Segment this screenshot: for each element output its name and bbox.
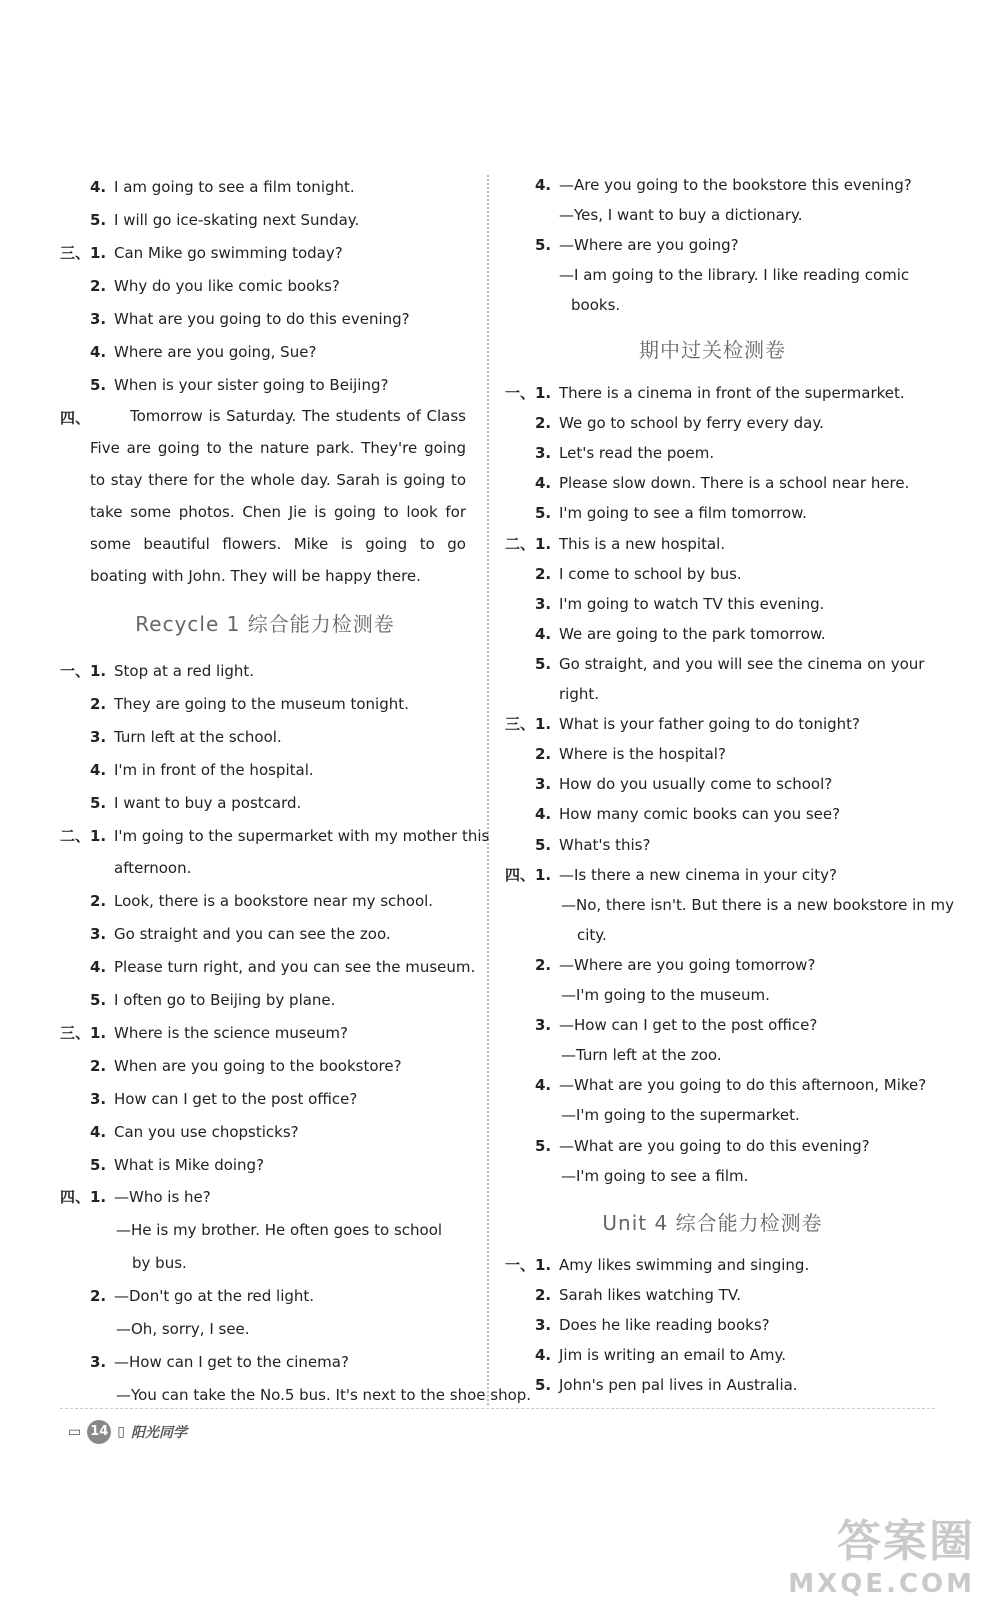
brand-logo: 阳光同学 [130, 1425, 187, 1441]
item-number: 3. [90, 1089, 107, 1108]
item-text: Stop at a red light. [114, 662, 255, 680]
item-number: 1. [90, 826, 107, 845]
item-text: by bus. [132, 1254, 187, 1273]
item-number: 1. [535, 384, 552, 402]
item-text: John's pen pal lives in Australia. [559, 1376, 798, 1395]
item-text: I come to school by bus. [559, 564, 742, 583]
item-text: Go straight, and you will see the cinema on your [559, 654, 925, 673]
item-text: They are going to the museum tonight. [114, 694, 409, 713]
item-number: 3. [90, 925, 107, 944]
item-text: —What are you going to do this evening? [559, 1136, 870, 1155]
item-text: —How can I get to the post office? [559, 1016, 818, 1035]
section-label: 三、 [60, 1023, 91, 1042]
item-text: —How can I get to the cinema? [114, 1352, 349, 1371]
section-label: 一、 [505, 1256, 536, 1274]
item-number: 2. [90, 1287, 107, 1306]
item-text: We are going to the park tomorrow. [559, 624, 826, 643]
item-number: 5. [535, 236, 552, 255]
item-text: —Who is he? [114, 1188, 211, 1207]
item-number: 5. [535, 504, 552, 523]
item-text: Let's read the poem. [559, 444, 715, 463]
item-text: Please turn right, and you can see the museum. [114, 958, 476, 977]
item-text: I often go to Beijing by plane. [114, 991, 336, 1009]
section-label: 四、 [505, 865, 536, 884]
section-label: 一、 [60, 662, 91, 680]
item-number: 2. [535, 1286, 552, 1305]
item-text: —Don't go at the red light. [114, 1287, 315, 1306]
item-number: 1. [535, 1256, 552, 1274]
item-text: —You can take the No.5 bus. It's next to the shoe shop. [116, 1385, 532, 1404]
section-label: 四、 [60, 409, 91, 427]
section-title: 期中过关检测卷 [639, 338, 786, 362]
item-text: What's this? [559, 835, 651, 854]
item-text: —He is my brother. He often goes to school [116, 1221, 443, 1240]
watermark: 答案圈 MXQE.COM [788, 1516, 975, 1599]
item-number: 3. [535, 1016, 552, 1035]
item-text: There is a cinema in front of the supermarket. [559, 384, 905, 402]
item-text: —What are you going to do this afternoon, Mike? [559, 1076, 927, 1095]
item-text: I'm going to see a film tomorrow. [559, 504, 807, 523]
item-number: 4. [535, 624, 552, 643]
page-number: 14 [87, 1420, 111, 1444]
section-label: 一、 [505, 384, 536, 402]
item-text: How many comic books can you see? [559, 805, 841, 824]
item-text: I want to buy a postcard. [114, 793, 302, 812]
item-number: 4. [535, 176, 552, 194]
item-text: afternoon. [114, 859, 192, 878]
item-number: 2. [90, 892, 107, 911]
item-text: —Where are you going? [559, 236, 739, 255]
item-text: —I am going to the library. I like reading comic [559, 266, 910, 285]
section-title: Unit 4 综合能力检测卷 [602, 1211, 823, 1235]
item-number: 3. [535, 1316, 552, 1335]
item-number: 3. [535, 444, 552, 463]
item-number: 2. [535, 955, 552, 974]
item-number: 5. [535, 654, 552, 673]
item-number: 1. [535, 715, 552, 734]
item-text: Go straight and you can see the zoo. [114, 925, 391, 944]
item-number: 4. [535, 474, 552, 493]
item-text: —Where are you going tomorrow? [559, 955, 816, 974]
item-text: —Turn left at the zoo. [561, 1046, 722, 1065]
item-text: I'm in front of the hospital. [114, 760, 314, 779]
item-number: 4. [535, 805, 552, 824]
item-number: 5. [90, 1155, 107, 1174]
item-text: We go to school by ferry every day. [559, 414, 824, 433]
item-text: Can you use chopsticks? [114, 1122, 299, 1141]
item-text: I'm going to watch TV this evening. [559, 594, 825, 613]
item-text: I'm going to the supermarket with my mother this [114, 826, 490, 845]
book-icon: ▭ [68, 1424, 82, 1440]
section-label: 三、 [60, 244, 91, 262]
item-number: 4. [90, 958, 107, 977]
item-number: 4. [90, 760, 107, 779]
item-number: 4. [90, 1122, 107, 1141]
item-text: books. [571, 296, 621, 315]
item-text: What is your father going to do tonight? [559, 715, 861, 734]
item-number: 2. [535, 414, 552, 433]
item-text: This is a new hospital. [559, 534, 726, 553]
footer-rule [60, 1408, 935, 1409]
item-text: Turn left at the school. [114, 727, 282, 746]
item-number: 1. [535, 865, 552, 884]
item-text: What is Mike doing? [114, 1155, 265, 1174]
item-text: —I'm going to see a film. [561, 1166, 749, 1185]
item-number: 1. [90, 1188, 107, 1207]
item-number: 5. [535, 1376, 552, 1395]
item-text: Look, there is a bookstore near my school. [114, 892, 434, 911]
item-text: —Yes, I want to buy a dictionary. [559, 206, 803, 225]
section-label: 四、 [60, 1188, 91, 1207]
item-number: 2. [90, 1056, 107, 1075]
item-number: 3. [90, 1352, 107, 1371]
divider-icon: ▯ [117, 1424, 125, 1440]
item-text: How can I get to the post office? [114, 1089, 358, 1108]
item-text: —Is there a new cinema in your city? [559, 865, 837, 884]
item-number: 1. [535, 534, 552, 553]
item-text: How do you usually come to school? [559, 775, 833, 794]
page-footer [68, 1420, 187, 1444]
item-text: —Are you going to the bookstore this evening? [559, 176, 912, 194]
column-divider [487, 175, 489, 1405]
passage-paragraph: Tomorrow is Saturday. The students of Class Five are going to the nature park. They're going to stay there for the whole day. Sarah is going to take some photos. Chen Jie is going to look for some beautiful flowers. Mike is going to go boating with John. They will be happy there. [90, 407, 466, 585]
item-text: right. [559, 685, 600, 703]
item-text: Jim is writing an email to Amy. [559, 1346, 786, 1365]
item-number: 3. [535, 775, 552, 794]
item-number: 1. [90, 662, 107, 680]
item-text: When are you going to the bookstore? [114, 1056, 402, 1075]
section-label: 二、 [60, 826, 91, 845]
item-number: 4. [535, 1346, 552, 1365]
item-number: 5. [535, 835, 552, 854]
item-number: 2. [535, 564, 552, 583]
item-text: Sarah likes watching TV. [559, 1286, 741, 1305]
item-number: 2. [90, 694, 107, 713]
item-text: —Oh, sorry, I see. [116, 1320, 250, 1338]
item-text: Where is the science museum? [114, 1023, 348, 1042]
item-number: 5. [535, 1136, 552, 1155]
item-number: 3. [535, 594, 552, 613]
item-text: —No, there isn't. But there is a new bookstore in my [561, 895, 954, 914]
item-number: 5. [90, 991, 107, 1009]
item-text: —I'm going to the supermarket. [561, 1106, 800, 1125]
item-text: Please slow down. There is a school near here. [559, 474, 910, 493]
item-number: 4. [535, 1076, 552, 1095]
item-text: Where is the hospital? [559, 745, 726, 764]
section-title: Recycle 1 综合能力检测卷 [135, 612, 395, 636]
section-label: 二、 [505, 534, 536, 553]
item-number: 2. [535, 745, 552, 764]
item-text: —I'm going to the museum. [561, 986, 770, 1004]
item-number: 3. [90, 727, 107, 746]
item-text: Does he like reading books? [559, 1316, 770, 1335]
item-number: 1. [90, 1023, 107, 1042]
item-number: 5. [90, 793, 107, 812]
section-label: 三、 [505, 715, 536, 734]
item-text: city. [577, 925, 607, 944]
item-text: Amy likes swimming and singing. [559, 1256, 810, 1274]
